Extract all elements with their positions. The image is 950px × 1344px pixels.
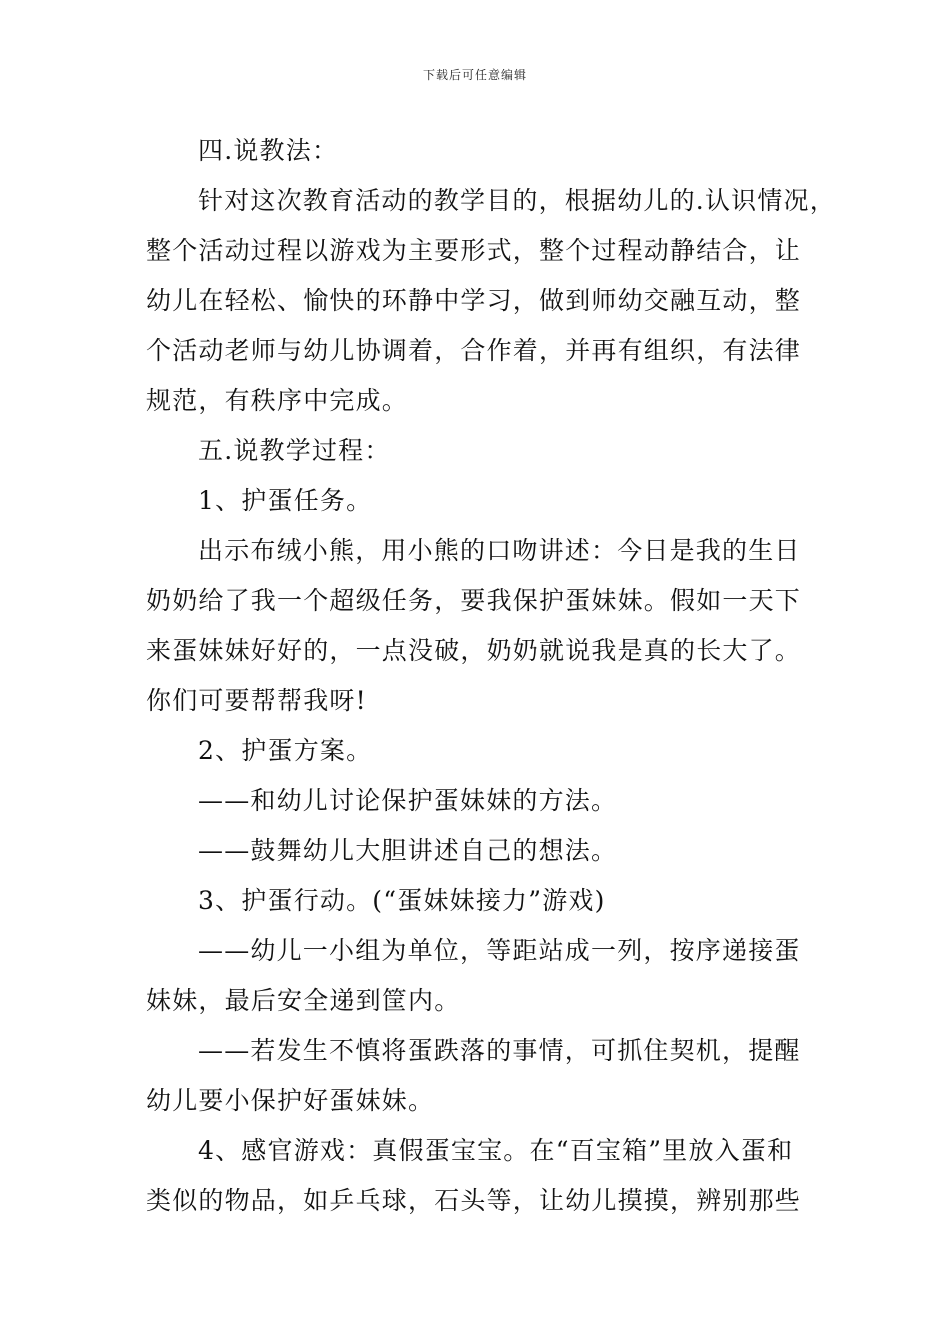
text-line: ——鼓舞幼儿大胆讲述自己的想法。 (198, 836, 618, 865)
text-line: 整个活动过程以游戏为主要形式，整个过程动静结合，让 (146, 236, 802, 265)
text-line: 个活动老师与幼儿协调着，合作着，并再有组织，有法律 (146, 336, 802, 365)
text-line: ——幼儿一小组为单位，等距站成一列，按序递接蛋 (198, 936, 801, 965)
document-body (146, 126, 836, 1226)
text-line: 类似的物品，如乒乓球，石头等，让幼儿摸摸，辨别那些 (146, 1186, 802, 1215)
text-line: 妹妹，最后安全递到筐内。 (146, 986, 461, 1015)
text-line: 3、护蛋行动。(“蛋妹妹接力”游戏) (198, 886, 606, 915)
text-line: 针对这次教育活动的教学目的，根据幼儿的.认识情况， (198, 186, 836, 215)
text-line: 奶奶给了我一个超级任务，要我保护蛋妹妹。假如一天下 (146, 586, 802, 615)
text-line: 五.说教学过程： (198, 436, 391, 465)
text-line: 规范，有秩序中完成。 (146, 386, 409, 415)
text-line: ——若发生不慎将蛋跌落的事情，可抓住契机，提醒 (198, 1036, 801, 1065)
text-line: 1、护蛋任务。 (198, 486, 373, 515)
header-note: 下载后可任意编辑 (422, 68, 527, 82)
text-line: 2、护蛋方案。 (198, 736, 373, 765)
text-line: 四.说教法： (198, 136, 339, 165)
text-line: 来蛋妹妹好好的，一点没破，奶奶就说我是真的长大了。 (146, 636, 802, 665)
text-line: 出示布绒小熊，用小熊的口吻讲述：今日是我的生日 (198, 536, 801, 565)
text-line: 你们可要帮帮我呀! (146, 686, 367, 715)
text-line: ——和幼儿讨论保护蛋妹妹的方法。 (198, 786, 618, 815)
text-line: 幼儿在轻松、愉快的环静中学习，做到师幼交融互动，整 (146, 286, 802, 315)
text-line: 幼儿要小保护好蛋妹妹。 (146, 1086, 435, 1115)
text-line: 4、感官游戏：真假蛋宝宝。在“百宝箱”里放入蛋和 (198, 1136, 794, 1165)
